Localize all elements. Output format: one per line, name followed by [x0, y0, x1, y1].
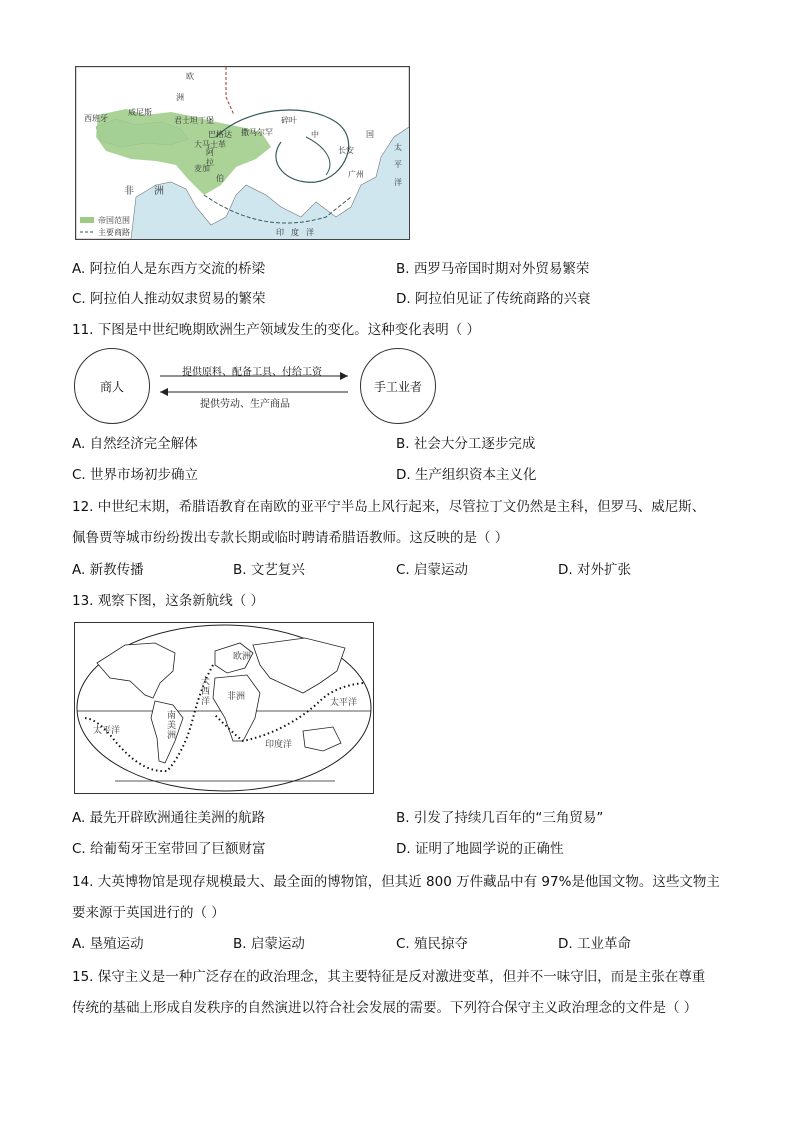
option-d: D. 阿拉伯见证了传统商路的兴衰 — [396, 291, 591, 307]
merchant-label: 商人 — [99, 379, 124, 394]
option-b: B. 文艺复兴 — [233, 562, 305, 578]
question-14-line2: 要来源于英国进行的（ ） — [72, 905, 225, 921]
map-label: 国 — [366, 130, 374, 139]
option-a: A. 新教传播 — [72, 562, 144, 578]
option-b: B. 引发了持续几百年的“三角贸易” — [396, 810, 604, 826]
option-d: D. 证明了地圆学说的正确性 — [396, 841, 564, 857]
map-label: 长安 — [338, 146, 354, 155]
map-label-south-america: 南美洲 — [167, 711, 177, 741]
option-a: A. 垦殖运动 — [72, 936, 144, 952]
map-label: 威尼斯 — [128, 108, 152, 117]
new-route-world-map — [74, 622, 374, 794]
map-label: 伯 — [216, 174, 224, 183]
map-label-europe: 欧洲 — [233, 652, 252, 662]
map-label: 平 — [394, 160, 402, 169]
map-label: 洲 — [154, 186, 164, 197]
map-label: 君士坦丁堡 — [174, 116, 214, 125]
map-label: 太 — [394, 143, 402, 152]
option-b: B. 社会大分工逐步完成 — [396, 436, 536, 452]
map-label: 非 — [124, 186, 134, 197]
option-a: A. 自然经济完全解体 — [72, 436, 198, 452]
map-label: 阿 — [206, 148, 214, 157]
map-label: 麦加 — [194, 164, 210, 173]
map-label: 拉 — [206, 158, 214, 167]
question-15-line1: 15. 保守主义是一种广泛存在的政治理念，其主要特征是反对激进变革，但并不一味守旧，而是主张在尊重 — [72, 969, 706, 985]
option-d: D. 生产组织资本主义化 — [396, 467, 537, 483]
question-15-line2: 传统的基础上形成自发秩序的自然演进以符合社会发展的需要。下列符合保守主义政治理念的文件是（ ） — [72, 1000, 698, 1016]
map-label: 碎叶 — [281, 116, 297, 125]
merchant-circle — [74, 348, 150, 424]
map-label: 西班牙 — [84, 114, 108, 123]
map-label: 中 — [311, 130, 319, 139]
map-label: 印 — [276, 228, 284, 237]
map-label: 欧 — [186, 72, 194, 81]
option-c: C. 世界市场初步确立 — [72, 467, 199, 483]
map-label: 洲 — [176, 93, 184, 102]
legend-route: 主要商路 — [98, 228, 130, 237]
map-label: 巴格达 — [208, 130, 232, 139]
map-label: 大马士革 — [194, 140, 226, 149]
world-map-svg — [75, 623, 373, 793]
arab-map-svg — [76, 67, 409, 239]
option-c: C. 殖民掠夺 — [396, 936, 469, 952]
map-label: 广州 — [348, 170, 364, 179]
top-arrow-label: 提供原料、配备工具、付给工资 — [182, 367, 322, 378]
question-12-line2: 佩鲁贾等城市纷纷拨出专款长期或临时聘请希腊语教师。这反映的是（ ） — [72, 530, 509, 546]
question-11-stem: 11. 下图是中世纪晚期欧洲生产领域发生的变化。这种变化表明（ ） — [72, 322, 481, 338]
map-label: 度 — [291, 228, 299, 237]
arab-trade-route-map — [75, 66, 410, 240]
map-label: 撒马尔罕 — [241, 128, 273, 137]
map-label-africa: 非洲 — [227, 692, 246, 702]
option-c: C. 阿拉伯人推动奴隶贸易的繁荣 — [72, 291, 266, 307]
option-c: C. 启蒙运动 — [396, 562, 469, 578]
option-d: D. 工业革命 — [558, 936, 631, 952]
map-label: 洋 — [394, 178, 402, 187]
option-d: D. 对外扩张 — [558, 562, 631, 578]
question-12-line1: 12. 中世纪末期，希腊语教育在南欧的亚平宁半岛上风行起来，尽管拉丁文仍然是主科，但罗马、威尼斯、 — [72, 499, 706, 515]
map-label-pacific-east: 太平洋 — [330, 698, 358, 708]
option-a: A. 阿拉伯人是东西方交流的桥梁 — [72, 261, 266, 277]
option-b: B. 启蒙运动 — [233, 936, 305, 952]
map-label: 洋 — [306, 228, 314, 237]
option-a: A. 最先开辟欧洲通往美洲的航路 — [72, 810, 266, 826]
map-label-pacific-west: 太平洋 — [93, 726, 121, 736]
map-label-atlantic: 大西洋 — [201, 677, 211, 707]
question-13-stem: 13. 观察下图，这条新航线（ ） — [72, 593, 265, 609]
artisan-circle — [360, 348, 436, 424]
option-b: B. 西罗马帝国时期对外贸易繁荣 — [396, 261, 590, 277]
question-14-line1: 14. 大英博物馆是现存规模最大、最全面的博物馆，但其近 800 万件藏品中有 97%是他国文物。这些文物主 — [72, 874, 720, 890]
artisan-label: 手工业者 — [373, 379, 422, 394]
legend-empire: 帝国范围 — [98, 216, 130, 225]
map-label-indian-ocean: 印度洋 — [265, 740, 293, 750]
option-c: C. 给葡萄牙王室带回了巨额财富 — [72, 841, 266, 857]
bottom-arrow-label: 提供劳动、生产商品 — [200, 399, 290, 410]
